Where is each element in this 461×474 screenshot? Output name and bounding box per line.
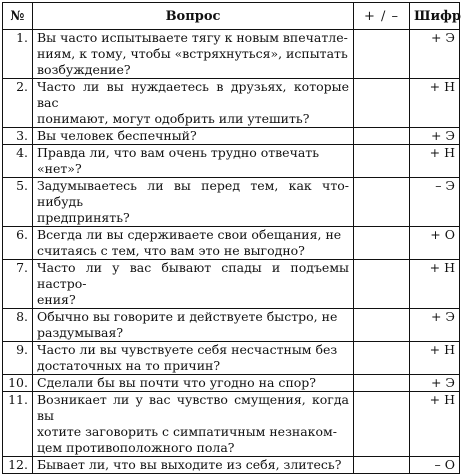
answer-cell[interactable] bbox=[354, 30, 410, 79]
question-line: Часто ли вы нуждаетесь в друзьях, которые вас bbox=[37, 79, 349, 110]
answer-cell[interactable] bbox=[354, 309, 410, 342]
code-cell: + Э bbox=[410, 30, 460, 79]
question-number: 12. bbox=[3, 457, 33, 474]
question-line: Часто ли вы чувствуете себя несчастным без bbox=[37, 342, 338, 357]
answer-cell[interactable] bbox=[354, 457, 410, 474]
code-cell: + Э bbox=[410, 309, 460, 342]
question-line: считаясь с тем, что вам это не выгодно? bbox=[37, 243, 305, 258]
table-row bbox=[3, 392, 460, 457]
question-number: 5. bbox=[3, 178, 33, 227]
question-line: достаточных на то причин? bbox=[37, 358, 221, 373]
table-row bbox=[3, 309, 460, 342]
question-line: предпринять? bbox=[37, 210, 130, 225]
question-line: ения? bbox=[37, 292, 76, 307]
header-sign: + / – bbox=[354, 3, 410, 30]
question-line: хотите заговорить с симпатичным незнаком- bbox=[37, 424, 337, 439]
question-number: 8. bbox=[3, 309, 33, 342]
question-number: 9. bbox=[3, 342, 33, 375]
code-cell: + Н bbox=[410, 260, 460, 309]
table-row bbox=[3, 145, 460, 178]
question-line: понимают, могут одобрить или утешить? bbox=[37, 111, 310, 126]
code-cell: – О bbox=[410, 457, 460, 474]
answer-cell[interactable] bbox=[354, 79, 410, 128]
answer-cell[interactable] bbox=[354, 145, 410, 178]
question-line: цем противоположного пола? bbox=[37, 440, 235, 455]
question-line: Правда ли, что вам очень трудно отвечать bbox=[37, 145, 320, 160]
header-question: Вопрос bbox=[33, 3, 354, 30]
question-text bbox=[33, 309, 354, 342]
question-number: 10. bbox=[3, 375, 33, 392]
question-line: Обычно вы говорите и действуете быстро, не bbox=[37, 309, 338, 324]
question-text bbox=[33, 145, 354, 178]
answer-cell[interactable] bbox=[354, 375, 410, 392]
question-line: Возникает ли у вас чувство смущения, когда вы bbox=[37, 392, 349, 423]
question-text bbox=[33, 375, 354, 392]
question-line: Всегда ли вы сдерживаете свои обещания, не bbox=[37, 227, 342, 242]
question-number: 3. bbox=[3, 128, 33, 145]
code-cell: – Э bbox=[410, 178, 460, 227]
table-row bbox=[3, 227, 460, 260]
code-cell: + О bbox=[410, 227, 460, 260]
answer-cell[interactable] bbox=[354, 392, 410, 457]
question-line: возбуждение? bbox=[37, 62, 131, 77]
question-line: ниям, к тому, чтобы «встряхнуться», испытать bbox=[37, 46, 348, 61]
questionnaire-table bbox=[2, 2, 460, 474]
question-text bbox=[33, 178, 354, 227]
table-row bbox=[3, 128, 460, 145]
question-number: 6. bbox=[3, 227, 33, 260]
answer-cell[interactable] bbox=[354, 227, 410, 260]
question-line: Сделали бы вы почти что угодно на спор? bbox=[37, 375, 316, 390]
question-text bbox=[33, 30, 354, 79]
question-number: 11. bbox=[3, 392, 33, 457]
question-text bbox=[33, 260, 354, 309]
question-line: раздумывая? bbox=[37, 325, 124, 340]
question-number: 4. bbox=[3, 145, 33, 178]
question-text bbox=[33, 342, 354, 375]
code-cell: + Н bbox=[410, 145, 460, 178]
answer-cell[interactable] bbox=[354, 260, 410, 309]
question-text bbox=[33, 457, 354, 474]
answer-cell[interactable] bbox=[354, 178, 410, 227]
table-row bbox=[3, 260, 460, 309]
code-cell: + Э bbox=[410, 128, 460, 145]
table-row bbox=[3, 30, 460, 79]
code-cell: + Н bbox=[410, 79, 460, 128]
question-line: Задумываетесь ли вы перед тем, как что-нибудь bbox=[37, 178, 349, 209]
question-text bbox=[33, 128, 354, 145]
header-number: № bbox=[3, 3, 33, 30]
table-row bbox=[3, 342, 460, 375]
code-cell: + Э bbox=[410, 375, 460, 392]
answer-cell[interactable] bbox=[354, 128, 410, 145]
header-row bbox=[3, 3, 460, 30]
question-line: Вы человек беспечный? bbox=[37, 128, 197, 143]
answer-cell[interactable] bbox=[354, 342, 410, 375]
question-number: 2. bbox=[3, 79, 33, 128]
question-line: «нет»? bbox=[37, 161, 82, 176]
table-row bbox=[3, 375, 460, 392]
question-line: Часто ли у вас бывают спады и подъемы настро- bbox=[37, 260, 349, 291]
question-text bbox=[33, 392, 354, 457]
question-line: Вы часто испытываете тягу к новым впечатле- bbox=[37, 30, 348, 45]
question-number: 7. bbox=[3, 260, 33, 309]
code-cell: + Н bbox=[410, 342, 460, 375]
table-row bbox=[3, 178, 460, 227]
table-row bbox=[3, 79, 460, 128]
question-number: 1. bbox=[3, 30, 33, 79]
question-text bbox=[33, 79, 354, 128]
table-row bbox=[3, 457, 460, 474]
question-line: Бывает ли, что вы выходите из себя, злитесь? bbox=[37, 457, 342, 472]
question-text bbox=[33, 227, 354, 260]
header-code: Шифр bbox=[410, 3, 460, 30]
code-cell: + Н bbox=[410, 392, 460, 457]
